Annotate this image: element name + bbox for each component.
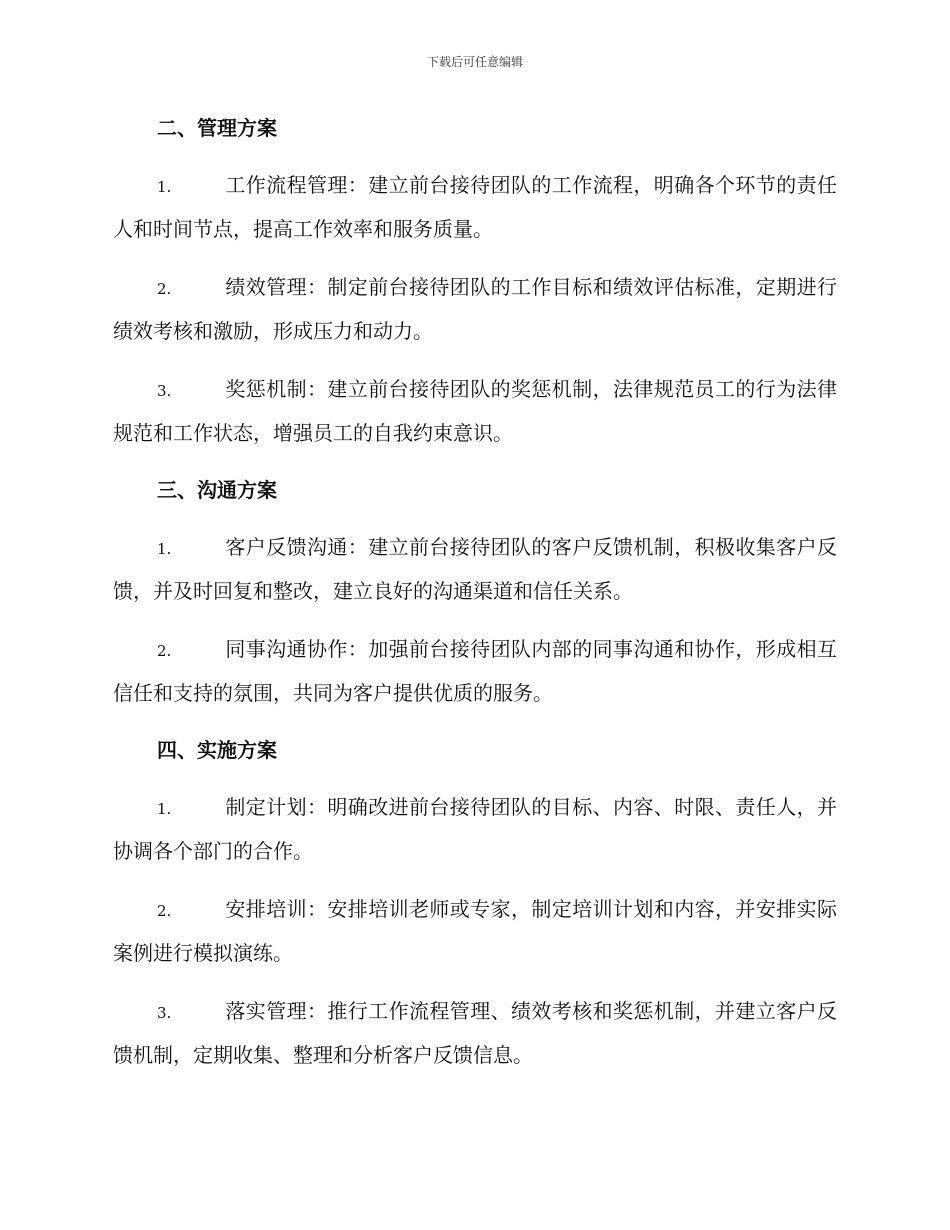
list-item-text: 绩效管理：制定前台接待团队的工作目标和绩效评估标准，定期进行绩效考核和激励，形成压力和动力。 [113, 275, 837, 343]
list-item-text: 客户反馈沟通：建立前台接待团队的客户反馈机制，积极收集客户反馈，并及时回复和整改，建立良好的沟通渠道和信任关系。 [113, 535, 837, 603]
section-management [113, 108, 837, 454]
list-item-body [113, 990, 837, 1076]
list-item-text: 同事沟通协作：加强前台接待团队内部的同事沟通和协作，形成相互信任和支持的氛围，共同为客户提供优质的服务。 [113, 637, 837, 705]
section-implementation [113, 730, 837, 1076]
list-item [113, 526, 837, 612]
list-item-body [113, 786, 837, 872]
document-body [113, 108, 837, 1092]
page-header: 下载后可任意编辑 [426, 55, 523, 69]
list-item-body [113, 888, 837, 974]
list-item-number: 1. [157, 178, 172, 196]
section-title: 二、管理方案 [157, 116, 277, 140]
list-item-number: 2. [157, 902, 172, 920]
list-item [113, 368, 837, 454]
section-title: 四、实施方案 [157, 738, 277, 762]
list-item-body [113, 628, 837, 714]
list-item-text: 落实管理：推行工作流程管理、绩效考核和奖惩机制，并建立客户反馈机制，定期收集、整理和分析客户反馈信息。 [113, 999, 837, 1067]
list-item-number: 2. [157, 280, 172, 298]
list-item [113, 266, 837, 352]
list-item [113, 628, 837, 714]
list-item [113, 888, 837, 974]
list-item [113, 164, 837, 250]
list-item [113, 786, 837, 872]
list-item-body [113, 164, 837, 250]
list-item-text: 安排培训：安排培训老师或专家，制定培训计划和内容，并安排实际案例进行模拟演练。 [113, 897, 837, 965]
list-item [113, 990, 837, 1076]
list-item-text: 奖惩机制：建立前台接待团队的奖惩机制，法律规范员工的行为法律规范和工作状态，增强员工的自我约束意识。 [113, 377, 837, 445]
list-item-body [113, 526, 837, 612]
list-item-number: 3. [157, 382, 172, 400]
list-item-number: 1. [157, 540, 172, 558]
section-communication [113, 470, 837, 714]
list-item-body [113, 266, 837, 352]
list-item-text: 工作流程管理：建立前台接待团队的工作流程，明确各个环节的责任人和时间节点，提高工作效率和服务质量。 [113, 173, 837, 241]
section-title: 三、沟通方案 [157, 478, 277, 502]
list-item-number: 2. [157, 642, 172, 660]
list-item-body [113, 368, 837, 454]
list-item-number: 1. [157, 800, 172, 818]
list-item-text: 制定计划：明确改进前台接待团队的目标、内容、时限、责任人，并协调各个部门的合作。 [113, 795, 837, 863]
list-item-number: 3. [157, 1004, 172, 1022]
